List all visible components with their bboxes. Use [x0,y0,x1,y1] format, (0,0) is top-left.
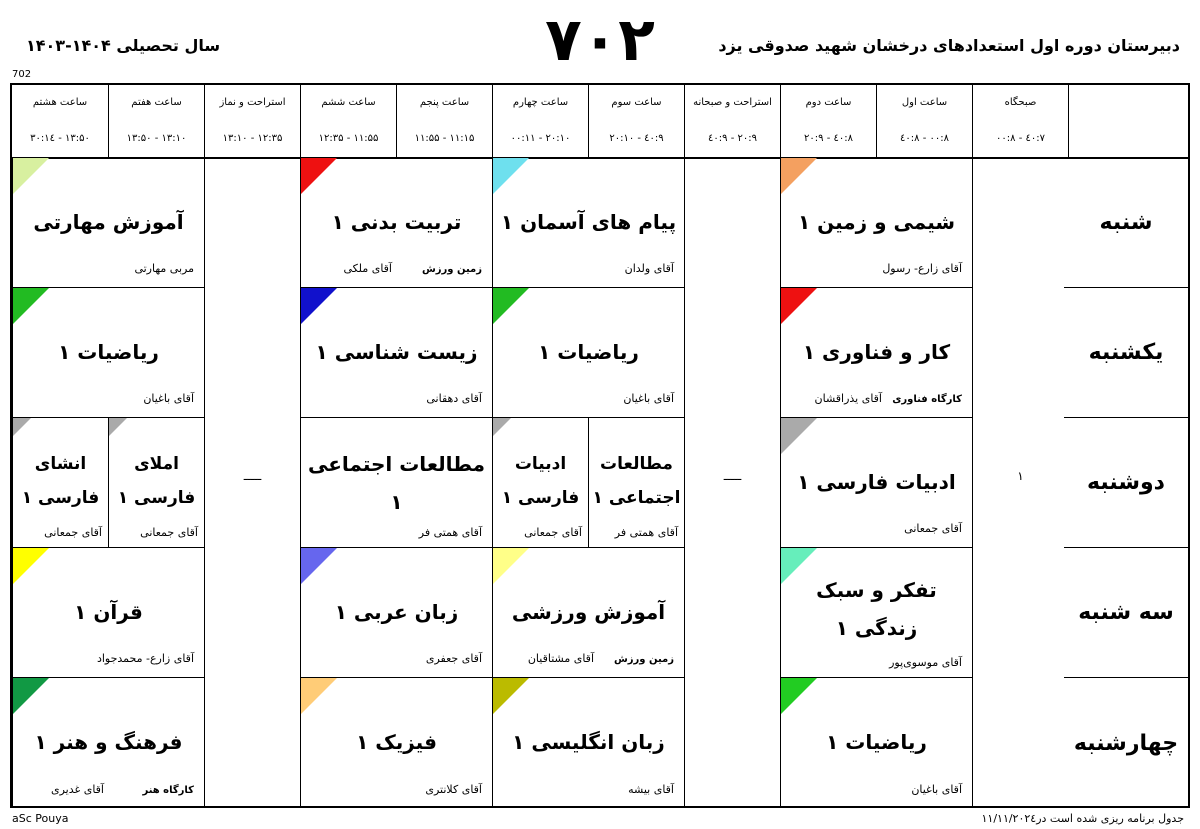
period-title: ساعت ششم [321,97,376,108]
lesson-subject: ادبیات فارسی ۱ [797,470,956,494]
color-marker [301,288,337,324]
lesson-teacher: آقای جمعانی [524,526,582,539]
break-mark: ۱ [1017,468,1024,483]
lesson-teacher: آقای بیشه [628,783,674,796]
lesson-cell[interactable] [12,417,108,547]
break-mark: ـــــ [723,468,742,483]
lesson-cell[interactable] [108,417,204,547]
lesson-subject: قرآن ۱ [74,600,143,624]
day-label: دوشنبه [1064,417,1188,547]
lesson-subject: شیمی و زمین ۱ [797,210,956,234]
lesson-subject: پیام های آسمان ۱ [500,210,677,234]
lesson-cell[interactable] [492,157,684,287]
lesson-teacher: آقای همتی فر [614,526,678,539]
lesson-cell[interactable] [12,677,204,808]
period-title: استراحت و نماز [219,97,286,108]
color-marker [13,548,49,584]
period-title: ساعت اول [901,97,948,108]
color-marker [13,418,31,436]
color-marker [13,678,49,714]
period-time-range: ۱۱:۵۵ - ۱۲:۳۵ [318,133,379,144]
lesson-teacher: آقای جمعانی [904,522,962,535]
lesson-subject: آموزش مهارتی [33,210,184,234]
lesson-cell[interactable] [780,677,972,808]
lesson-cell[interactable] [492,287,684,417]
lesson-subject: فارسی ۱ [501,488,580,508]
timetable-grid [10,83,1190,808]
lesson-subject: تربیت بدنی ۱ [331,210,462,234]
lesson-room: کارگاه فناوری [892,394,962,405]
day-label: سه شنبه [1064,547,1188,677]
period-header [684,85,780,157]
lesson-subject: فیزیک ۱ [356,730,437,754]
period-time-range: ۱۰:٢٠ - ۱۱:٠٠ [510,133,571,144]
color-marker [781,678,817,714]
period-header [492,85,588,157]
period-header [588,85,684,157]
lesson-teacher: آقای ملکی [343,262,392,275]
period-header [12,85,108,157]
color-marker [493,548,529,584]
lesson-teacher: آقای مشتاقیان [527,652,594,665]
period-title: صبحگاه [1004,97,1037,108]
period-time-range: ۹:٢٠ - ۹:٤٠ [708,133,757,144]
lesson-subject: اجتماعی ۱ [592,488,681,508]
prayer-break-column [204,157,300,806]
lesson-subject: زبان انگلیسی ۱ [512,730,665,754]
lesson-subject: زیست شناسی ۱ [315,340,478,364]
generated-date: جدول برنامه ریزی شده است در۱۱/۱۱/۲۰۲٤ [981,812,1184,825]
lesson-subject: املای [134,454,179,474]
color-marker [781,418,817,454]
color-marker [301,678,337,714]
lesson-teacher: آقای جعفری [425,652,482,665]
lesson-cell[interactable] [300,287,492,417]
color-marker [493,288,529,324]
period-header [876,85,972,157]
color-marker [13,158,49,194]
lesson-teacher: آقای جمعانی [140,526,198,539]
lesson-teacher: آقای ولدان [624,262,674,275]
color-marker [493,678,529,714]
lesson-subject: آموزش ورزشی [511,600,666,624]
lesson-subject: تفکر و سبک [816,578,937,602]
period-header [972,85,1068,157]
lesson-subject: ادبیات [514,454,567,474]
period-time-range: ۸:٠٠ - ۸:٤٠ [900,133,949,144]
lesson-cell[interactable] [300,417,492,547]
lesson-teacher: آقای زارع- محمدجواد [96,652,194,665]
period-time-range: ۱۲:۳۵ - ۱۳:۱۰ [222,133,283,144]
class-number: ۷۰۲ [545,5,655,75]
color-marker [301,158,337,194]
lesson-teacher: آقای یذراقشان [814,392,882,405]
color-marker [301,548,337,584]
lesson-subject: کار و فناوری ۱ [802,340,951,364]
break-mark: ـــــ [243,468,262,483]
lesson-subject: ۱ [390,490,403,514]
lesson-cell[interactable] [492,417,588,547]
lesson-teacher: مربی مهارتی [134,262,194,275]
period-header [108,85,204,157]
color-marker [781,288,817,324]
period-title: ساعت چهارم [512,97,569,108]
lesson-teacher: آقای جمعانی [44,526,102,539]
lesson-cell[interactable] [300,677,492,808]
period-title: ساعت هفتم [131,97,182,108]
lesson-teacher: آقای کلانتری [425,783,482,796]
lesson-teacher: آقای غدیری [50,783,104,796]
corner-cell [1068,85,1188,157]
color-marker [781,158,817,194]
lesson-room: زمین ورزش [613,654,674,665]
period-time-range: ۱۳:۵۰ - ۱٤:۳۰ [30,133,90,144]
lesson-cell[interactable] [780,287,972,417]
software-credit: aSc Pouya [12,812,69,825]
school-title: دبیرستان دوره اول استعدادهای درخشان شهید صدوقی یزد [718,36,1180,55]
lesson-teacher: آقای باغیان [143,392,194,405]
lesson-cell[interactable] [12,157,204,287]
lesson-subject: فارسی ۱ [117,488,196,508]
lesson-cell[interactable] [12,547,204,677]
lesson-cell[interactable] [780,417,972,547]
day-label: چهارشنبه [1064,677,1188,808]
lesson-cell[interactable] [12,287,204,417]
lesson-cell[interactable] [588,417,684,547]
lesson-teacher: آقای موسوی‌پور [889,656,962,669]
period-time-range: ۸:٤٠ - ۹:٢٠ [804,133,853,144]
academic-year: سال تحصیلی ۱۴۰۴-۱۴۰۳ [26,36,221,55]
day-label: شنبه [1064,157,1188,287]
lesson-teacher: آقای زارع- رسول [882,262,962,275]
lesson-subject: فارسی ۱ [21,488,100,508]
lesson-subject: ریاضیات ۱ [58,340,159,364]
lesson-subject: مطالعات [600,454,673,474]
lesson-cell[interactable] [780,157,972,287]
lesson-subject: انشای [34,454,87,474]
lesson-cell[interactable] [300,157,492,287]
period-time-range: ۹:٤٠ - ۱۰:٢٠ [609,133,664,144]
lesson-cell[interactable] [492,547,684,677]
period-time-range: ۱۱:۱۵ - ۱۱:۵۵ [414,133,475,144]
period-title: ساعت پنجم [419,97,470,108]
color-marker [493,418,511,436]
lesson-teacher: آقای همتی فر [418,526,482,539]
lesson-teacher: آقای دهقانی [426,392,482,405]
snack-break-column [684,157,780,806]
period-title: ساعت هشتم [32,97,88,108]
lesson-room: کارگاه هنر [142,785,194,796]
lesson-cell[interactable] [300,547,492,677]
lesson-subject: زندگی ۱ [835,616,918,640]
color-marker [109,418,127,436]
period-header [300,85,396,157]
morning-assembly-column [972,157,1068,806]
lesson-subject: زبان عربی ۱ [334,600,459,624]
period-time-range: ۱۳:۱۰ - ۱۳:۵۰ [126,133,187,144]
lesson-subject: ریاضیات ۱ [538,340,639,364]
lesson-subject: ریاضیات ۱ [826,730,927,754]
period-title: استراحت و صبحانه [693,97,772,108]
color-marker [13,288,49,324]
period-title: ساعت سوم [611,97,662,108]
period-header [204,85,300,157]
lesson-subject: فرهنگ و هنر ۱ [34,730,183,754]
day-label: یکشنبه [1064,287,1188,417]
period-title: ساعت دوم [805,97,852,108]
period-header [780,85,876,157]
color-marker [493,158,529,194]
lesson-cell[interactable] [780,547,972,677]
lesson-teacher: آقای باغیان [911,783,962,796]
lesson-room: زمین ورزش [421,264,482,275]
lesson-subject: مطالعات اجتماعی [308,452,485,476]
period-time-range: ۷:٤٠ - ۸:٠٠ [996,133,1045,144]
lesson-teacher: آقای باغیان [623,392,674,405]
lesson-cell[interactable] [492,677,684,808]
class-code: 702 [12,69,32,80]
period-header [396,85,492,157]
